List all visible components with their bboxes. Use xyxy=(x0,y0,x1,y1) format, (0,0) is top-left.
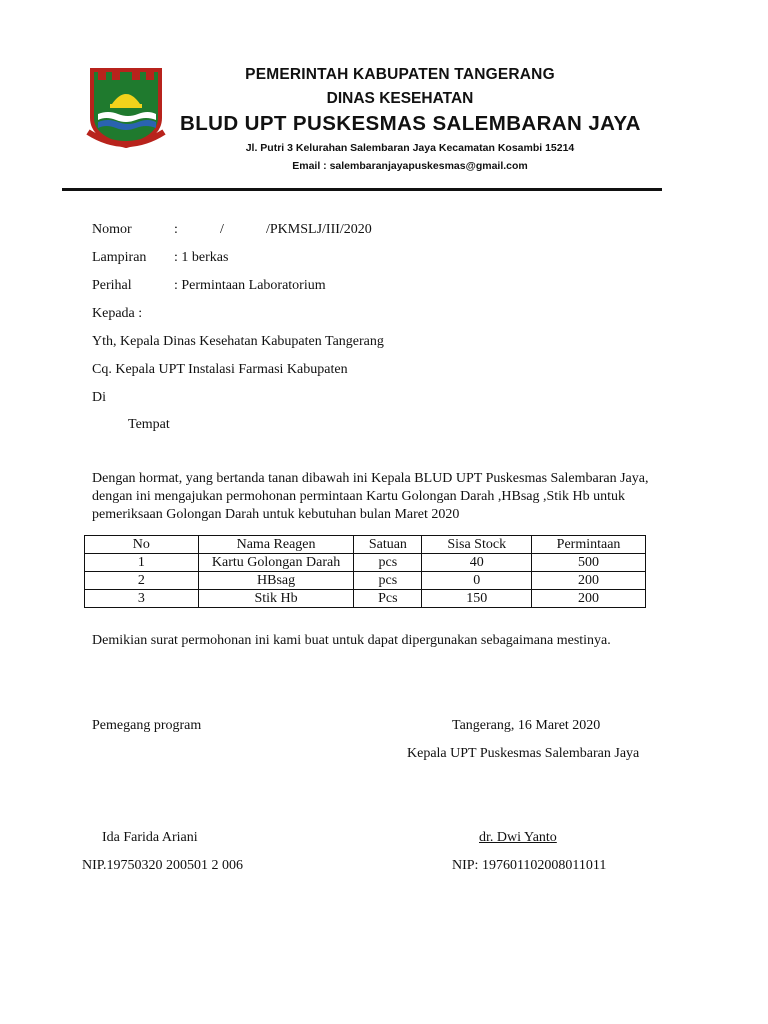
nomor-label: Nomor xyxy=(92,222,132,237)
perihal-label: Perihal xyxy=(92,278,132,293)
recipient-tempat: Tempat xyxy=(128,417,170,432)
col-header-satuan: Satuan xyxy=(354,536,422,554)
cell-satuan: pcs xyxy=(354,554,422,572)
closing-sentence: Demikian surat permohonan ini kami buat untuk dapat dipergunakan sebagaimana mestinya. xyxy=(92,633,611,648)
body-paragraph: Dengan hormat, yang bertanda tanan dibawah ini Kepala BLUD UPT Puskesmas Salembaran Jaya, dengan ini mengajukan permohonan permintaan Kartu Golongan Darah ,HBsag ,Stik Hb untuk pemeriksaan Golongan Darah untuk kebutuhan bulan Maret 2020 xyxy=(92,471,649,522)
table-header-row xyxy=(85,536,646,554)
cell-satuan: Pcs xyxy=(354,590,422,608)
recipient-line-2: Cq. Kepala UPT Instalasi Farmasi Kabupaten xyxy=(92,362,348,377)
right-signatory-nip: NIP: 197601102008011011 xyxy=(452,858,607,873)
cell-nama-reagen: Kartu Golongan Darah xyxy=(198,554,354,572)
table-row xyxy=(85,572,646,590)
kop-line-dinas: DINAS KESEHATAN xyxy=(326,90,474,107)
cell-no: 3 xyxy=(85,590,199,608)
cell-permintaan: 200 xyxy=(532,572,646,590)
table-row xyxy=(85,590,646,608)
recipient-line-1: Yth, Kepala Dinas Kesehatan Kabupaten Tangerang xyxy=(92,334,384,349)
cell-sisa-stock: 40 xyxy=(422,554,532,572)
col-header-permintaan: Permintaan xyxy=(532,536,646,554)
nomor-colon: : xyxy=(174,222,178,237)
kabupaten-tangerang-logo xyxy=(84,66,168,150)
cell-satuan: pcs xyxy=(354,572,422,590)
cell-permintaan: 200 xyxy=(532,590,646,608)
kepada-label: Kepada : xyxy=(92,306,143,321)
cell-nama-reagen: Stik Hb xyxy=(198,590,354,608)
kop-email: Email : salembaranjayapuskesmas@gmail.com xyxy=(292,160,528,172)
recipient-di: Di xyxy=(92,390,106,405)
cell-no: 1 xyxy=(85,554,199,572)
left-signatory-nip: NIP.19750320 200501 2 006 xyxy=(82,858,244,873)
col-header-no: No xyxy=(85,536,199,554)
left-signatory-name: Ida Farida Ariani xyxy=(102,830,198,845)
col-header-sisa-stock: Sisa Stock xyxy=(422,536,532,554)
kop-line-pemerintah: PEMERINTAH KABUPATEN TANGERANG xyxy=(245,66,555,83)
cell-sisa-stock: 0 xyxy=(422,572,532,590)
kop-line-puskesmas: BLUD UPT PUSKESMAS SALEMBARAN JAYA xyxy=(180,112,641,135)
kop-address: Jl. Putri 3 Kelurahan Salembaran Jaya Kecamatan Kosambi 15214 xyxy=(245,142,575,154)
right-signatory-role: Kepala UPT Puskesmas Salembaran Jaya xyxy=(407,746,640,761)
letterhead-divider xyxy=(62,188,662,191)
cell-sisa-stock: 150 xyxy=(422,590,532,608)
cell-nama-reagen: HBsag xyxy=(198,572,354,590)
letter-date-place: Tangerang, 16 Maret 2020 xyxy=(452,718,601,733)
perihal-value: : Permintaan Laboratorium xyxy=(174,278,326,293)
reagen-table xyxy=(84,535,646,608)
lampiran-label: Lampiran xyxy=(92,250,147,265)
cell-no: 2 xyxy=(85,572,199,590)
lampiran-value: : 1 berkas xyxy=(174,250,229,265)
nomor-value: /PKMSLJ/III/2020 xyxy=(266,222,372,237)
left-signatory-role: Pemegang program xyxy=(92,718,202,733)
table-row xyxy=(85,554,646,572)
nomor-slash: / xyxy=(220,222,224,237)
col-header-nama-reagen: Nama Reagen xyxy=(198,536,354,554)
right-signatory-name: dr. Dwi Yanto xyxy=(479,830,557,845)
cell-permintaan: 500 xyxy=(532,554,646,572)
